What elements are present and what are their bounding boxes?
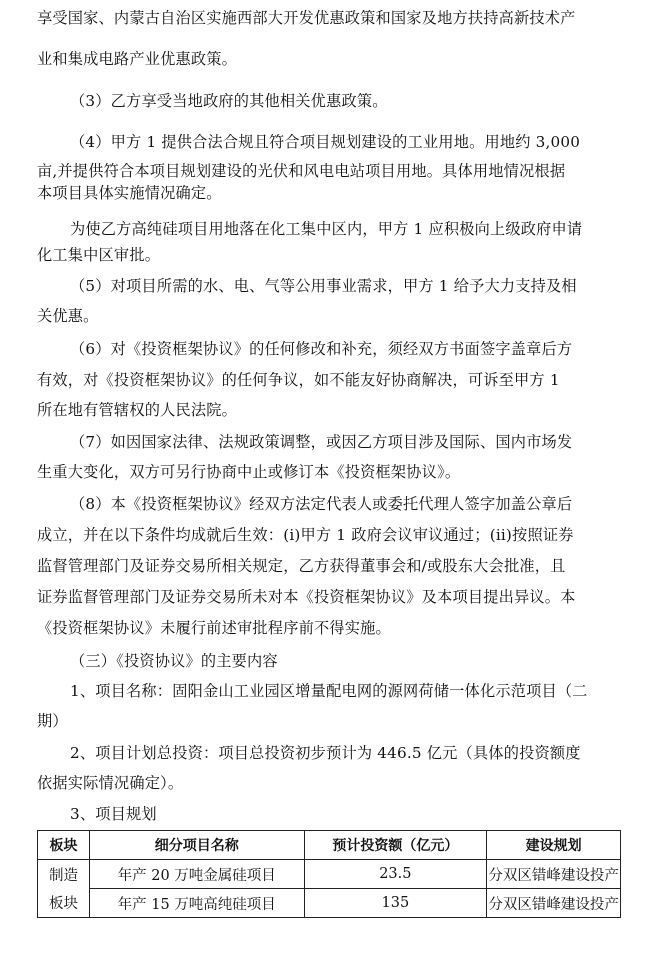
text-line: 监督管理部门及证券交易所相关规定，乙方获得董事会和/或股东大会批准，且 [37,557,566,575]
segment-cell-bottom: 板块 [38,889,90,918]
text-line: 生重大变化，双方可另行协商中止或修订本《投资框架协议》。 [37,463,461,481]
text-line: 化工集中区审批。 [37,246,161,264]
text-line: 2、项目计划总投资：项目总投资初步预计为 446.5 亿元（具体的投资额度 [70,744,581,762]
project-plan-table [37,830,621,918]
header-investment: 预计投资额（亿元） [304,831,487,860]
table-header-row [38,831,621,860]
plan-cell: 分双区错峰建设投产 [487,860,621,889]
text-line: 《投资框架协议》未履行前述审批程序前不得实施。 [37,619,391,637]
text-line: 期） [37,712,68,730]
text-line: 本项目具体实施情况确定。 [37,184,222,202]
text-line: 依据实际情况确定）。 [37,774,184,792]
project-name-cell: 年产 20 万吨金属硅项目 [89,860,304,889]
project-name-cell: 年产 15 万吨高纯硅项目 [89,889,304,918]
text-line: 证券监督管理部门及证券交易所未对本《投资框架协议》及本项目提出异议。本 [37,588,576,606]
text-line: 关优惠。 [37,307,99,325]
text-line: 业和集成电路产业优惠政策。 [37,50,238,68]
header-plan: 建设规划 [487,831,621,860]
text-line: 成立，并在以下条件均成就后生效：(i)甲方 1 政府会议审议通过；(ii)按照证券 [37,526,574,544]
text-line: （3）乙方享受当地政府的其他相关优惠政策。 [70,92,388,110]
table-row [38,860,621,889]
text-line: （6）对《投资框架协议》的任何修改和补充，须经双方书面签字盖章后方 [70,340,573,358]
text-line: （4）甲方 1 提供合法合规且符合项目规划建设的工业用地。用地约 3,000 [70,133,581,151]
investment-cell: 23.5 [304,860,487,889]
section-heading: （三）《投资协议》的主要内容 [70,652,278,670]
text-line: （5）对项目所需的水、电、气等公用事业需求，甲方 1 给予大力支持及相 [70,277,577,295]
segment-cell-top: 制造 [38,860,90,889]
text-line: 1、项目名称：固阳金山工业园区增量配电网的源网荷储一体化示范项目（二 [70,682,588,700]
text-line: 享受国家、内蒙古自治区实施西部大开发优惠政策和国家及地方扶持高新技术产 [37,9,576,27]
plan-cell: 分双区错峰建设投产 [487,889,621,918]
text-line: （8）本《投资框架协议》经双方法定代表人或委托代理人签字加盖公章后 [70,495,573,513]
header-project: 细分项目名称 [89,831,304,860]
text-line: （7）如因国家法律、法规政策调整，或因乙方项目涉及国际、国内市场发 [70,433,573,451]
text-line: 有效，对《投资框架协议》的任何争议，如不能友好协商解决，可诉至甲方 1 [37,371,560,389]
text-line: 为使乙方高纯硅项目用地落在化工集中区内，甲方 1 应积极向上级政府申请 [70,220,583,238]
text-line: 所在地有管辖权的人民法院。 [37,401,238,419]
header-segment: 板块 [38,831,90,860]
table-row [38,889,621,918]
text-line: 3、项目规划 [70,805,157,823]
text-line: 亩,并提供符合本项目规划建设的光伏和风电电站项目用地。具体用地情况根据 [37,162,566,180]
investment-cell: 135 [304,889,487,918]
